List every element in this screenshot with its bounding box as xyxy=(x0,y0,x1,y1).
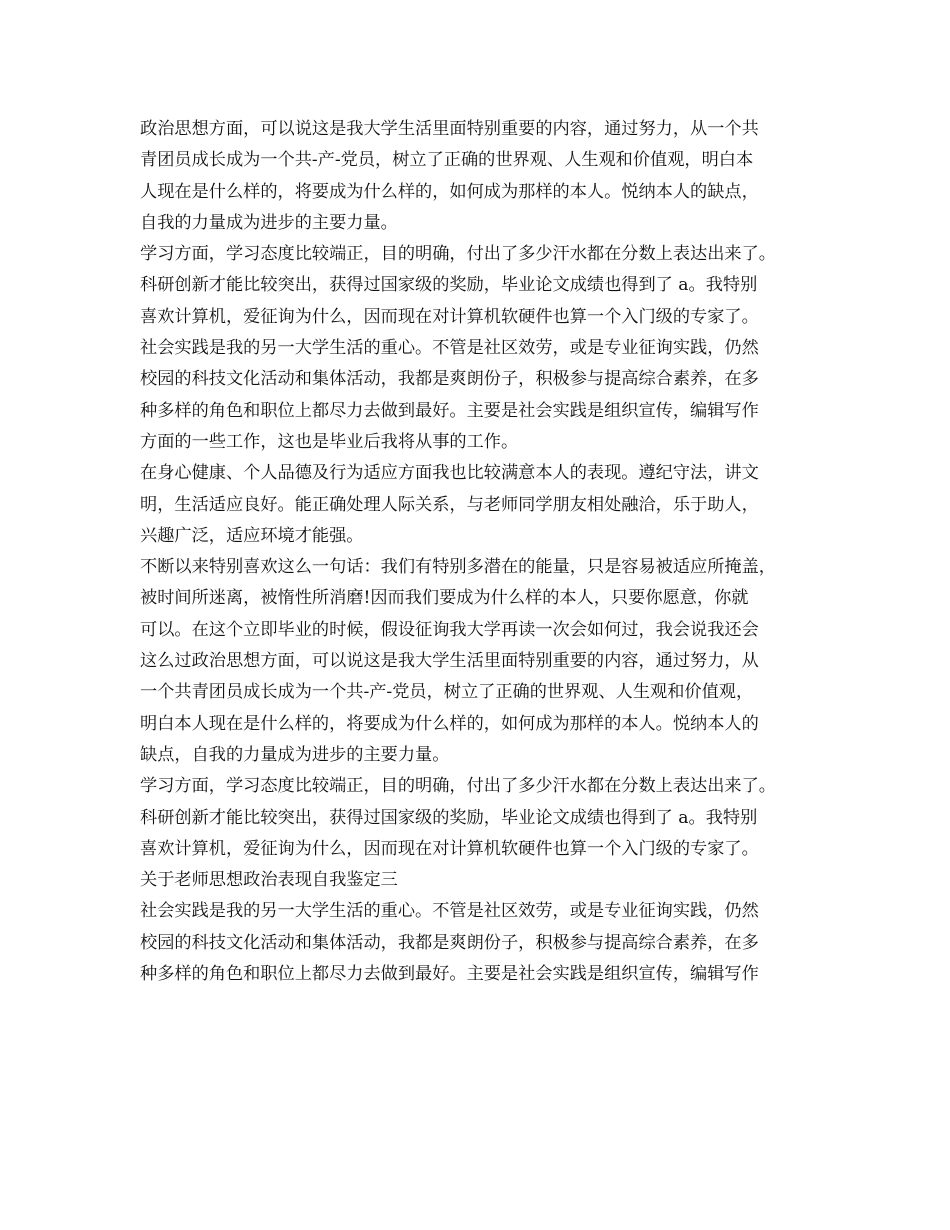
text-line: 明白本人现在是什么样的，将要成为什么样的，如何成为那样的本人。悦纳本人的 xyxy=(140,713,759,734)
text-line: 在身心健康、个人品德及行为适应方面我也比较满意本人的表现。遵纪守法，讲文 xyxy=(140,463,759,484)
text-line: 社会实践是我的另一大学生活的重心。不管是社区效劳，或是专业征询实践，仍然 xyxy=(140,901,759,922)
text-line: 方面的一些工作，这也是毕业后我将从事的工作。 xyxy=(140,431,519,452)
text-line: 科研创新才能比较突出，获得过国家级的奖励，毕业论文成绩也得到了 a。我特别 xyxy=(140,807,758,828)
text-line: 可以。在这个立即毕业的时候，假设征询我大学再读一次会如何过，我会说我还会 xyxy=(140,619,759,640)
text-line: 兴趣广泛，适应环境才能强。 xyxy=(140,525,364,546)
text-line: 学习方面，学习态度比较端正，目的明确，付出了多少汗水都在分数上表达出来了。 xyxy=(140,776,776,797)
text-line: 自我的力量成为进步的主要力量。 xyxy=(140,212,398,233)
text-line: 缺点，自我的力量成为进步的主要力量。 xyxy=(140,744,450,765)
document-body xyxy=(140,114,830,990)
text-line: 被时间所迷离，被惰性所消磨!因而我们要成为什么样的本人，只要你愿意，你就 xyxy=(140,588,749,609)
text-line: 一个共青团员成长成为一个共-产-党员，树立了正确的世界观、人生观和价值观， xyxy=(140,682,754,703)
text-line: 青团员成长成为一个共-产-党员，树立了正确的世界观、人生观和价值观，明白本 xyxy=(140,150,754,171)
text-line: 种多样的角色和职位上都尽力去做到最好。主要是社会实践是组织宣传，编辑写作 xyxy=(140,964,759,985)
text-line: 政治思想方面，可以说这是我大学生活里面特别重要的内容，通过努力，从一个共 xyxy=(140,119,759,139)
text-line: 不断以来特别喜欢这么一句话：我们有特别多潜在的能量，只是容易被适应所掩盖， xyxy=(140,557,776,578)
text-line: 校园的科技文化活动和集体活动，我都是爽朗份子，积极参与提高综合素养，在多 xyxy=(140,369,759,390)
text-line: 种多样的角色和职位上都尽力去做到最好。主要是社会实践是组织宣传，编辑写作 xyxy=(140,400,759,421)
text-line: 人现在是什么样的，将要成为什么样的，如何成为那样的本人。悦纳本人的缺点， xyxy=(140,181,759,202)
text-line: 明，生活适应良好。能正确处理人际关系，与老师同学朋友相处融洽，乐于助人， xyxy=(140,494,759,515)
text-line: 喜欢计算机，爱征询为什么，因而现在对计算机软硬件也算一个入门级的专家了。 xyxy=(140,838,759,859)
text-line: 喜欢计算机，爱征询为什么，因而现在对计算机软硬件也算一个入门级的专家了。 xyxy=(140,306,759,327)
section-heading: 关于老师思想政治表现自我鉴定三 xyxy=(140,870,398,891)
text-line: 社会实践是我的另一大学生活的重心。不管是社区效劳，或是专业征询实践，仍然 xyxy=(140,338,759,359)
text-line: 校园的科技文化活动和集体活动，我都是爽朗份子，积极参与提高综合素养，在多 xyxy=(140,932,759,953)
text-line: 学习方面，学习态度比较端正，目的明确，付出了多少汗水都在分数上表达出来了。 xyxy=(140,244,776,265)
text-line: 这么过政治思想方面，可以说这是我大学生活里面特别重要的内容，通过努力，从 xyxy=(140,651,759,672)
text-line: 科研创新才能比较突出，获得过国家级的奖励，毕业论文成绩也得到了 a。我特别 xyxy=(140,275,758,296)
